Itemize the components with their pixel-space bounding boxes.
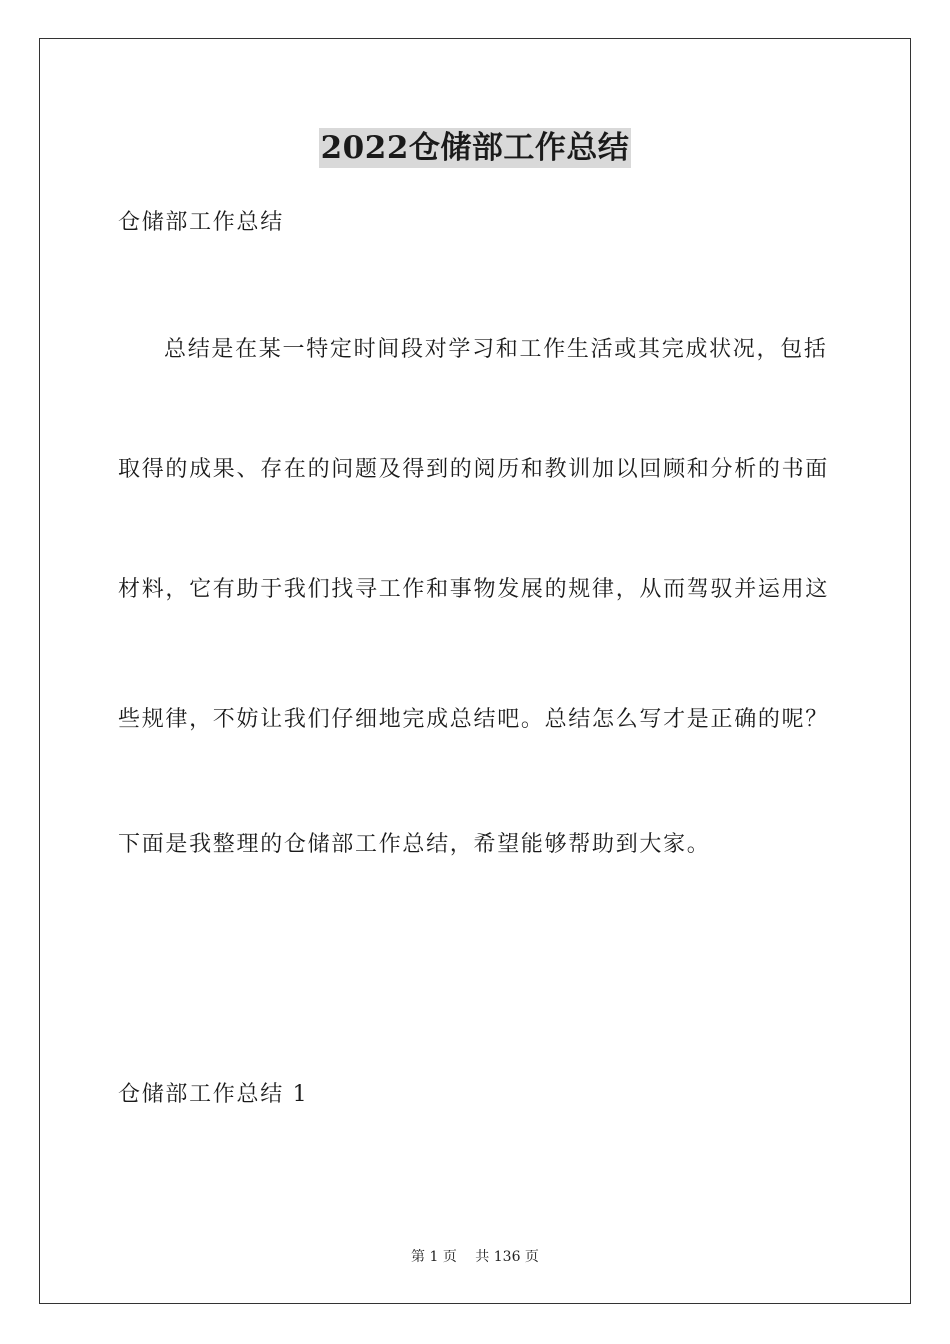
document-title: 2022仓储部工作总结 xyxy=(320,130,630,166)
page-footer: 第 1 页 共 136 页 xyxy=(411,1249,539,1265)
paragraph-line: 下面是我整理的仓储部工作总结，希望能够帮助到大家。 xyxy=(118,832,711,857)
paragraph-line: 取得的成果、存在的问题及得到的阅历和教训加以回顾和分析的书面 xyxy=(118,457,830,482)
title-container xyxy=(0,128,950,168)
paragraph-line: 些规律，不妨让我们仔细地完成总结吧。总结怎么写才是正确的呢？ xyxy=(118,707,830,732)
paragraph-line: 总结是在某一特定时间段对学习和工作生活或其完成状况，包括 xyxy=(164,337,828,362)
section-heading: 仓储部工作总结 1 xyxy=(118,1082,309,1107)
document-subheading: 仓储部工作总结 xyxy=(118,210,284,235)
paragraph-line: 材料，它有助于我们找寻工作和事物发展的规律，从而驾驭并运用这 xyxy=(118,577,830,602)
